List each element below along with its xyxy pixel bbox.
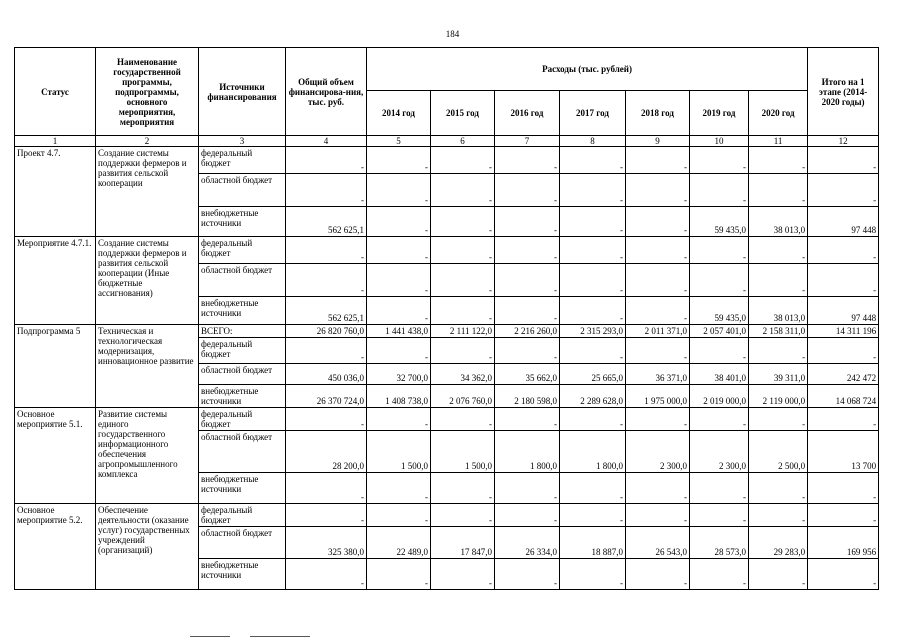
row-year-value: 1 500,0 [367,431,431,473]
row-year-value: - [495,297,560,325]
column-number: 5 [367,136,431,147]
row-total: - [286,174,367,207]
row-year-value: - [367,559,431,590]
row-year-value: - [367,504,431,527]
row-year-value: - [626,264,690,297]
row-year-value: 1 975 000,0 [626,385,690,408]
row-year-value: - [626,338,690,364]
row-total: 562 625,1 [286,297,367,325]
budget-table [14,47,879,590]
header-year: 2014 год [367,91,431,136]
row-source: областной бюджет [199,431,286,473]
row-year-value: 2 300,0 [626,431,690,473]
row-year-value: 29 283,0 [749,527,808,559]
row-year-value: 59 435,0 [690,297,749,325]
row-year-value: - [495,237,560,264]
row-year-value: 2 011 371,0 [626,325,690,338]
row-year-value: 1 800,0 [495,431,560,473]
row-source: внебюджетные источники [199,207,286,237]
row-source: внебюджетные источники [199,385,286,408]
row-stage-total: 14 068 724 [808,385,879,408]
row-year-value: 2 500,0 [749,431,808,473]
row-year-value: - [495,473,560,504]
row-program-name: Создание системы поддержки фермеров и развития сельской кооперации (Иные бюджетные ассигнования) [96,237,199,325]
row-year-value: 59 435,0 [690,207,749,237]
row-year-value: 18 887,0 [560,527,626,559]
header-year: 2016 год [495,91,560,136]
row-stage-total: 97 448 [808,207,879,237]
row-year-value: - [626,207,690,237]
row-total: - [286,559,367,590]
row-total: 325 380,0 [286,527,367,559]
row-year-value: - [431,408,495,431]
column-number: 6 [431,136,495,147]
row-total: - [286,264,367,297]
header-year: 2018 год [626,91,690,136]
row-year-value: - [431,147,495,174]
row-year-value: 22 489,0 [367,527,431,559]
row-year-value: - [367,473,431,504]
row-year-value: - [495,338,560,364]
row-year-value: 2 119 000,0 [749,385,808,408]
row-year-value: - [560,297,626,325]
row-year-value: 2 111 122,0 [431,325,495,338]
row-source: федеральный бюджет [199,147,286,174]
row-year-value: - [495,174,560,207]
row-stage-total: 242 472 [808,364,879,385]
column-number: 3 [199,136,286,147]
row-stage-total: 14 311 196 [808,325,879,338]
row-program-name: Обеспечение деятельности (оказание услуг) государственных учреждений (организаций) [96,504,199,590]
row-year-value: - [495,147,560,174]
row-stage-total: - [808,559,879,590]
row-source: внебюджетные источники [199,473,286,504]
row-program-name: Создание системы поддержки фермеров и развития сельской кооперации [96,147,199,237]
row-stage-total: - [808,408,879,431]
row-year-value: 38 013,0 [749,297,808,325]
row-source: внебюджетные источники [199,559,286,590]
row-year-value: 34 362,0 [431,364,495,385]
header-status: Статус [15,48,96,136]
row-year-value: 28 573,0 [690,527,749,559]
header-total-volume: Общий объем финансирова-ния, тыс. руб. [286,48,367,136]
row-source: областной бюджет [199,527,286,559]
row-year-value: - [495,264,560,297]
row-year-value: - [749,504,808,527]
row-source: федеральный бюджет [199,504,286,527]
column-number: 9 [626,136,690,147]
row-year-value: 1 800,0 [560,431,626,473]
row-year-value: - [495,559,560,590]
row-year-value: - [431,473,495,504]
row-year-value: - [495,207,560,237]
row-stage-total: - [808,338,879,364]
row-source: областной бюджет [199,364,286,385]
row-year-value: - [367,297,431,325]
row-year-value: - [431,264,495,297]
row-stage-total: 13 700 [808,431,879,473]
row-year-value: - [560,559,626,590]
column-number: 11 [749,136,808,147]
row-status: Проект 4.7. [15,147,96,237]
row-status: Мероприятие 4.7.1. [15,237,96,325]
table-row [15,504,879,527]
row-year-value: - [367,207,431,237]
row-year-value: - [560,237,626,264]
header-year: 2017 год [560,91,626,136]
row-year-value: 2 300,0 [690,431,749,473]
row-year-value: - [626,237,690,264]
row-program-name: Техническая и технологическая модернизация, инновационное развитие [96,325,199,408]
scan-mark [190,636,230,637]
row-year-value: 1 441 438,0 [367,325,431,338]
row-source: федеральный бюджет [199,408,286,431]
row-year-value: - [690,174,749,207]
row-year-value: - [560,504,626,527]
column-number: 4 [286,136,367,147]
row-year-value: - [749,338,808,364]
row-total: - [286,504,367,527]
column-number: 10 [690,136,749,147]
row-source: ВСЕГО: [199,325,286,338]
row-source: областной бюджет [199,174,286,207]
row-year-value: - [749,147,808,174]
row-year-value: - [431,237,495,264]
row-year-value: 2 315 293,0 [560,325,626,338]
row-stage-total: - [808,504,879,527]
column-number: 1 [15,136,96,147]
row-stage-total: - [808,237,879,264]
row-year-value: - [749,473,808,504]
row-year-value: - [367,174,431,207]
row-year-value: - [626,297,690,325]
row-year-value: - [495,504,560,527]
column-number: 8 [560,136,626,147]
row-year-value: - [690,473,749,504]
table-row [15,147,879,174]
header-year: 2020 год [749,91,808,136]
row-year-value: - [431,559,495,590]
row-year-value: - [690,338,749,364]
row-year-value: - [690,504,749,527]
row-total: 450 036,0 [286,364,367,385]
row-stage-total: - [808,174,879,207]
row-year-value: - [749,237,808,264]
row-year-value: - [560,473,626,504]
row-year-value: - [626,559,690,590]
row-year-value: - [367,338,431,364]
row-year-value: - [367,147,431,174]
row-year-value: - [495,408,560,431]
row-year-value: - [560,264,626,297]
row-year-value: - [690,408,749,431]
row-year-value: - [626,408,690,431]
header-year: 2019 год [690,91,749,136]
header-total-stage: Итого на 1 этапе (2014-2020 годы) [808,48,879,136]
header-expenses: Расходы (тыс. рублей) [367,48,808,91]
row-source: федеральный бюджет [199,338,286,364]
row-year-value: - [367,237,431,264]
row-year-value: - [560,174,626,207]
row-total: - [286,237,367,264]
row-year-value: 38 013,0 [749,207,808,237]
row-total: - [286,408,367,431]
header-sources: Источники финансирования [199,48,286,136]
table-row [15,325,879,338]
row-year-value: 35 662,0 [495,364,560,385]
table-row [15,408,879,431]
row-source: областной бюджет [199,264,286,297]
row-year-value: 32 700,0 [367,364,431,385]
row-year-value: - [626,147,690,174]
row-year-value: 26 334,0 [495,527,560,559]
row-year-value: 25 665,0 [560,364,626,385]
row-stage-total: 169 956 [808,527,879,559]
row-year-value: 39 311,0 [749,364,808,385]
row-year-value: - [626,473,690,504]
row-year-value: - [626,504,690,527]
column-number: 12 [808,136,879,147]
row-year-value: - [749,408,808,431]
row-year-value: 38 401,0 [690,364,749,385]
row-year-value: - [749,264,808,297]
header-program-name: Наименование государственной программы, подпрограммы, основного мероприятия, мероприятия [96,48,199,136]
row-total: 562 625,1 [286,207,367,237]
row-year-value: 26 543,0 [626,527,690,559]
row-year-value: - [690,147,749,174]
row-total: 26 370 724,0 [286,385,367,408]
row-total: 26 820 760,0 [286,325,367,338]
row-status: Основное мероприятие 5.1. [15,408,96,504]
row-year-value: - [626,174,690,207]
row-total: - [286,147,367,174]
row-source: федеральный бюджет [199,237,286,264]
row-year-value: 1 500,0 [431,431,495,473]
row-year-value: - [560,147,626,174]
row-total: 28 200,0 [286,431,367,473]
row-year-value: 2 289 628,0 [560,385,626,408]
row-stage-total: 97 448 [808,297,879,325]
column-number: 7 [495,136,560,147]
row-year-value: 17 847,0 [431,527,495,559]
row-status: Подпрограмма 5 [15,325,96,408]
page-number: 184 [445,29,460,39]
row-year-value: 2 076 760,0 [431,385,495,408]
row-total: - [286,473,367,504]
table-row [15,237,879,264]
row-year-value: - [560,338,626,364]
row-stage-total: - [808,147,879,174]
row-year-value: 1 408 738,0 [367,385,431,408]
row-year-value: 2 019 000,0 [690,385,749,408]
row-year-value: - [431,504,495,527]
row-year-value: - [431,338,495,364]
row-status: Основное мероприятие 5.2. [15,504,96,590]
row-total: - [286,338,367,364]
row-year-value: 2 216 260,0 [495,325,560,338]
scan-mark [250,636,310,637]
row-year-value: - [690,559,749,590]
row-year-value: - [560,207,626,237]
row-stage-total: - [808,264,879,297]
row-year-value: - [431,207,495,237]
column-number: 2 [96,136,199,147]
row-year-value: - [367,408,431,431]
header-year: 2015 год [431,91,495,136]
row-year-value: - [431,174,495,207]
row-year-value: - [560,408,626,431]
row-year-value: - [690,237,749,264]
row-year-value: - [367,264,431,297]
row-year-value: 2 158 311,0 [749,325,808,338]
row-stage-total: - [808,473,879,504]
row-year-value: - [749,559,808,590]
row-year-value: - [431,297,495,325]
row-program-name: Развитие системы единого государственного информационного обеспечения агропромышленного комплекса [96,408,199,504]
row-year-value: - [690,264,749,297]
row-year-value: - [749,174,808,207]
row-year-value: 2 180 598,0 [495,385,560,408]
row-year-value: 36 371,0 [626,364,690,385]
row-year-value: 2 057 401,0 [690,325,749,338]
row-source: внебюджетные источники [199,297,286,325]
